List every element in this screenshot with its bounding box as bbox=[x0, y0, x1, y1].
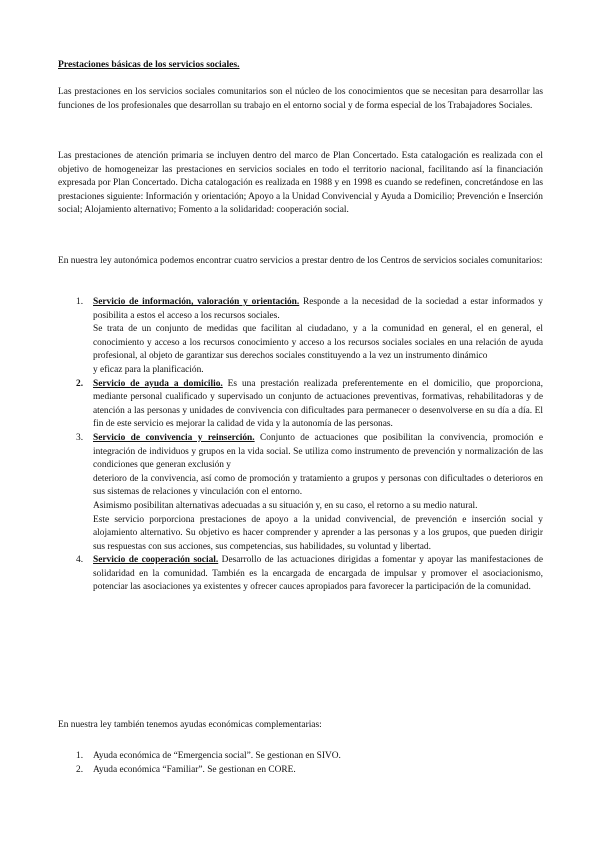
list-number: 2. bbox=[76, 378, 84, 389]
service-subtext: deterioro de la convivencia, así como de promoción y tratamiento a grupos y personas con dificultades o deterioros en sus sistemas de relaciones y vinculación con el entorno. bbox=[93, 473, 543, 498]
intro-paragraph: Las prestaciones en los servicios sociales comunitarios son el núcleo de los conocimientos que se necesitan para desarrollar las funciones de los profesionales que desarrollan su trabajo en el entorno social y de forma especial de los Trabajadores Sociales. bbox=[58, 87, 543, 111]
service-subtext: Este servicio porporciona prestaciones de apoyo a la unidad convivencial, de prevención e inserción social y alojamiento alternativo. Su objetivo es hacer comprender y aprender a las personas y a los grupos, que pueden dirigir sus respuestas con sus acciones, sus competencias, sus habilidades, su voluntad y libertad. bbox=[93, 514, 543, 552]
service-heading: Servicio de convivencia y reinserción. bbox=[93, 432, 255, 443]
list-number: 1. bbox=[76, 297, 84, 307]
service-subtext: Se trata de un conjunto de medidas que facilitan al ciudadano, y a la comunidad en general, el en general, el conocimiento y acceso a los recursos conocimiento y acceso a los recursos sociales sociales en una relación de ayuda profesional, al objeto de garantizar sus derechos sociales constituyendo a la vez un instrumento dinámico bbox=[93, 324, 543, 362]
aid-item-1 bbox=[58, 750, 543, 764]
plan-concertado-paragraph: Las prestaciones de atención primaria se incluyen dentro del marco de Plan Concertado. Esta catalogación es realizada con el objetivo de homogeneizar las prestaciones en servicios sociales en todo el territorio nacional, facilitando así la financiación expresada por Plan Concertado. Dicha catalogación es realizada en 1988 y en 1998 es cuando se redefinen, concretándose en las prestaciones siguiente: Información y orientación; Apoyo a la Unidad Convivencial y Ayuda a Domicilio; Prevención e Inserción social; Alojamiento alternativo; Fomento a la solidaridad: cooperación social. bbox=[58, 151, 543, 216]
aid-text: Ayuda económica “Familiar”. Se gestionan en CORE. bbox=[93, 764, 296, 775]
document-title: Prestaciones básicas de los servicios sociales. bbox=[58, 59, 240, 70]
list-number: 1. bbox=[76, 751, 84, 761]
list-number: 4. bbox=[76, 555, 84, 566]
service-heading: Servicio de información, valoración y orientación. bbox=[93, 297, 300, 307]
service-subtext: Asimismo posibilitan alternativas adecuadas a su situación y, en su caso, el retorno a su medio natural. bbox=[93, 500, 478, 511]
service-text: Desarrollo de las actuaciones dirigidas a fomentar y apoyar las manifestaciones de solidaridad en la comunidad. También es la encargada de encargada de impulsar y promover el asociacionismo, potenciar las asociaciones ya existentes y ofrecer cauces apropiados para favorecer la participación de la comunidad. bbox=[93, 555, 543, 593]
service-text: Responde a la necesidad de la sociedad a estar informados y posibilita a estos el acceso a los recursos sociales. bbox=[93, 297, 543, 321]
aid-text: Ayuda económica de “Emergencia social”. Se gestionan en SIVO. bbox=[93, 751, 341, 761]
service-item-1 bbox=[58, 296, 543, 378]
service-text: Es una prestación realizada preferentemente en el domicilio, que proporciona, mediante personal cualificado y supervisado un conjunto de actuaciones preventivas, formativas, rehabilitadoras y de atención a las personas y unidades de convivencia con dificultades para permanecer o desenvolverse en su día a día. El fin de este servicio es mejorar la calidad de vida y la autonomía de las personas. bbox=[93, 378, 543, 430]
list-number: 3. bbox=[76, 432, 84, 443]
service-item-3 bbox=[58, 432, 543, 554]
service-heading: Servicio de ayuda a domicilio. bbox=[93, 378, 223, 389]
service-heading: Servicio de cooperación social. bbox=[93, 555, 219, 566]
aids-intro-paragraph: En nuestra ley también tenemos ayudas económicas complementarias: bbox=[58, 720, 322, 730]
service-item-2 bbox=[58, 378, 543, 432]
service-subtext: y eficaz para la planificación. bbox=[93, 364, 204, 375]
services-intro-paragraph: En nuestra ley autonómica podemos encontrar cuatro servicios a prestar dentro de los Centros de servicios sociales comunitarios: bbox=[58, 256, 543, 266]
aids-list bbox=[58, 750, 543, 777]
aid-item-2 bbox=[58, 764, 543, 778]
service-item-4 bbox=[58, 554, 543, 595]
list-number: 2. bbox=[76, 764, 84, 775]
service-text: Conjunto de actuaciones que posibilitan la convivencia, promoción e integración de individuos y grupos en la vida social. Se utiliza como instrumento de prevención y normalización de las condiciones que generan exclusión y bbox=[93, 432, 543, 471]
services-list bbox=[58, 296, 543, 595]
